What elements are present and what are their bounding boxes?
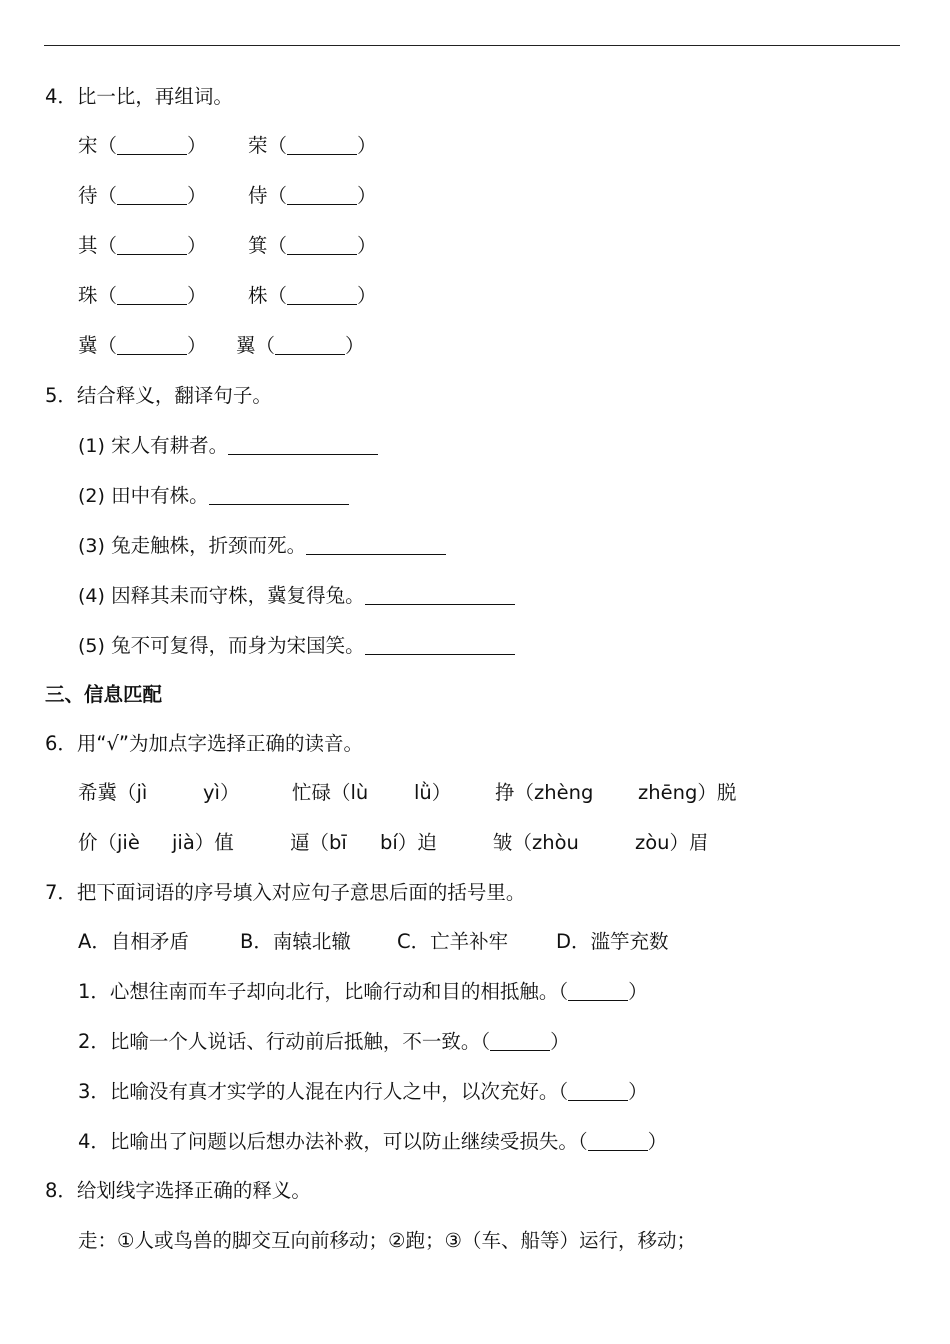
q7-title: 7．把下面词语的序号填入对应句子意思后面的括号里。: [45, 881, 526, 904]
q7-item-2: 2．比喻一个人说话、行动前后抵触，不一致。（ ）: [78, 1030, 570, 1053]
section-heading: 三、信息匹配: [45, 683, 163, 706]
answer-blank[interactable]: [287, 182, 357, 205]
answer-blank[interactable]: [287, 232, 357, 255]
answer-line[interactable]: [209, 482, 349, 505]
pinyin-option[interactable]: （zhòu: [512, 831, 579, 854]
pinyin-item: 逼（bī: [290, 831, 347, 854]
pinyin-item: zòu）眉: [635, 831, 709, 854]
answer-blank[interactable]: [117, 232, 187, 255]
q7-item-1: 1．心想往南而车子却向北行，比喻行动和目的相抵触。（ ）: [78, 980, 648, 1003]
pinyin-item: 皱（zhòu: [493, 831, 579, 854]
pinyin-option[interactable]: （zhèng: [514, 781, 594, 804]
option-a: A．自相矛盾: [78, 930, 189, 953]
answer-line[interactable]: [306, 532, 446, 555]
answer-blank[interactable]: [275, 332, 345, 355]
pinyin-option[interactable]: （jiè: [97, 831, 140, 854]
q5-item-2: (2) 田中有株。: [78, 481, 349, 511]
pinyin-option[interactable]: （jì: [117, 781, 148, 804]
answer-blank[interactable]: [568, 978, 628, 1001]
q5-item-4: (4) 因释其耒而守株，冀复得兔。: [78, 581, 515, 611]
option-d: D．滥竽充数: [556, 930, 669, 953]
q5-title: 5．结合释义，翻译句子。: [45, 384, 272, 407]
answer-blank[interactable]: [117, 132, 187, 155]
pinyin-item: bí）迫: [380, 831, 437, 854]
answer-blank[interactable]: [490, 1028, 550, 1051]
q4-title: 4．比一比，再组词。: [45, 85, 233, 108]
q7-item-4: 4．比喻出了问题以后想办法补救，可以防止继续受损失。（ ）: [78, 1130, 668, 1153]
pinyin-option[interactable]: zòu）: [635, 831, 690, 854]
q6-row-1: [78, 778, 778, 808]
pinyin-option[interactable]: lǜ）: [414, 781, 452, 804]
pinyin-option[interactable]: bí）: [380, 831, 418, 854]
q7-options: [78, 927, 778, 957]
answer-blank[interactable]: [287, 132, 357, 155]
answer-blank[interactable]: [117, 332, 187, 355]
q6-title: 6．用“√”为加点字选择正确的读音。: [45, 732, 364, 755]
answer-blank[interactable]: [568, 1078, 628, 1101]
q6-row-2: [78, 828, 778, 858]
answer-line[interactable]: [365, 582, 515, 605]
pinyin-item: 价（jiè: [78, 831, 140, 854]
q5-item-5: (5) 兔不可复得，而身为宋国笑。: [78, 631, 515, 661]
q5-item-1: (1) 宋人有耕者。: [78, 431, 378, 461]
pinyin-item: zhēng）脱: [638, 781, 737, 804]
pinyin-item: 希冀（jì: [78, 781, 148, 804]
pinyin-item: 忙碌（lù: [292, 781, 369, 804]
answer-line[interactable]: [228, 432, 378, 455]
q5-item-3: (3) 兔走触株，折颈而死。: [78, 531, 446, 561]
pinyin-option[interactable]: （lù: [331, 781, 369, 804]
pinyin-item: jià）值: [172, 831, 234, 854]
q8-title: 8．给划线字选择正确的释义。: [45, 1179, 311, 1202]
answer-blank[interactable]: [117, 282, 187, 305]
answer-blank[interactable]: [117, 182, 187, 205]
pinyin-option[interactable]: （bī: [309, 831, 347, 854]
header-rule: [44, 45, 900, 46]
option-b: B．南辕北辙: [240, 930, 351, 953]
answer-blank[interactable]: [588, 1128, 648, 1151]
pinyin-option[interactable]: jià）: [172, 831, 215, 854]
pinyin-option[interactable]: zhēng）: [638, 781, 717, 804]
pinyin-item: 挣（zhèng: [495, 781, 594, 804]
option-c: C．亡羊补牢: [397, 930, 509, 953]
q8-definition: 走：①人或鸟兽的脚交互向前移动；②跑；③（车、船等）运行，移动；: [78, 1229, 696, 1252]
q7-item-3: 3．比喻没有真才实学的人混在内行人之中，以次充好。（ ）: [78, 1080, 648, 1103]
answer-blank[interactable]: [287, 282, 357, 305]
pinyin-option[interactable]: yì）: [203, 781, 240, 804]
answer-line[interactable]: [365, 632, 515, 655]
